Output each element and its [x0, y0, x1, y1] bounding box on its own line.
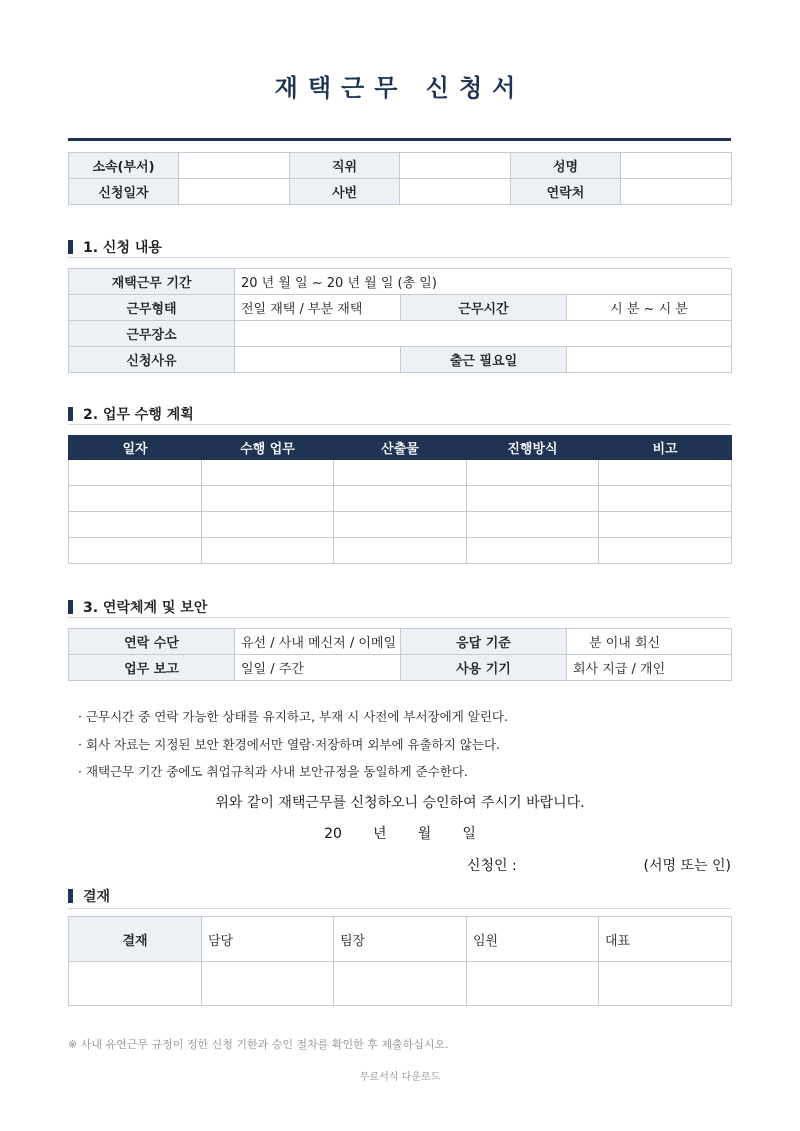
reason-field[interactable]: [235, 347, 401, 373]
name-label: 성명: [511, 153, 621, 179]
response-standard-label: 응답 기준: [401, 629, 567, 655]
work-report-field[interactable]: 일일 / 주간: [235, 655, 401, 681]
table-cell[interactable]: [334, 460, 467, 486]
table-cell[interactable]: [467, 486, 599, 512]
work-hours-field[interactable]: 시 분 ~ 시 분: [567, 295, 732, 321]
work-type-field[interactable]: 전일 재택 / 부분 재택: [235, 295, 401, 321]
title-divider: [68, 138, 731, 141]
table-cell[interactable]: [69, 512, 202, 538]
contact-field[interactable]: [621, 179, 732, 205]
work-place-field[interactable]: [235, 321, 732, 347]
approval-title: 결재: [83, 889, 111, 905]
contact-method-field[interactable]: 유선 / 사내 메신저 / 이메일: [235, 629, 401, 655]
column-header-remarks: 비고: [599, 436, 732, 460]
department-label: 소속(부서): [69, 153, 179, 179]
document-title: 재택근무 신청서: [274, 74, 526, 102]
device-label: 사용 기기: [401, 655, 567, 681]
section-1-heading: [68, 237, 731, 258]
approver-team-lead: 팀장: [334, 917, 467, 962]
signature-cell[interactable]: [202, 962, 334, 1006]
period-field[interactable]: 20 년 월 일 ~ 20 년 월 일 (총 일): [235, 269, 732, 295]
table-cell[interactable]: [69, 538, 202, 564]
list-item: · 근무시간 중 연락 가능한 상태를 유지하고, 부재 시 사전에 부서장에게 알린다.: [78, 709, 508, 724]
table-cell[interactable]: [467, 538, 599, 564]
list-item: · 회사 자료는 지정된 보안 환경에서만 열람·저장하며 외부에 유출하지 않는다.: [78, 736, 501, 752]
table-cell[interactable]: [334, 512, 467, 538]
applicant-info-table: [68, 152, 732, 205]
section-marker: [68, 407, 73, 421]
signature-cell[interactable]: [467, 962, 599, 1006]
employee-id-label: 사번: [290, 179, 400, 205]
table-cell[interactable]: [467, 512, 599, 538]
approver-staff: 담당: [202, 917, 334, 962]
section-marker: [68, 600, 73, 614]
department-field[interactable]: [179, 153, 290, 179]
section-3-title: 3. 연락체계 및 보안: [83, 600, 208, 616]
rules-list: [78, 706, 508, 789]
download-link[interactable]: 무료서식 다운로드: [359, 1072, 441, 1083]
work-plan-table: [68, 435, 732, 564]
contact-label: 연락처: [511, 179, 621, 205]
position-field[interactable]: [400, 153, 511, 179]
table-cell[interactable]: [334, 486, 467, 512]
table-cell[interactable]: [202, 486, 334, 512]
office-day-label: 출근 필요일: [401, 347, 567, 373]
application-date-field[interactable]: [179, 179, 290, 205]
signature-label[interactable]: (서명 또는 인): [643, 858, 731, 874]
table-cell[interactable]: [599, 460, 732, 486]
approver-executive: 임원: [467, 917, 599, 962]
column-header-task: 수행 업무: [202, 436, 334, 460]
approval-table: [68, 916, 732, 1006]
communication-table: [68, 628, 732, 681]
reason-label: 신청사유: [69, 347, 235, 373]
response-standard-field[interactable]: 분 이내 회신: [567, 629, 732, 655]
footer-note: ※ 사내 유연근무 규정이 정한 신청 기한과 승인 절차를 확인한 후 제출하십시오.: [68, 1038, 449, 1051]
table-cell[interactable]: [599, 486, 732, 512]
table-cell[interactable]: [599, 512, 732, 538]
table-row: [69, 486, 732, 512]
section-1-title: 1. 신청 내용: [83, 240, 162, 256]
section-marker: [68, 240, 73, 254]
section-2-heading: [68, 404, 731, 425]
application-date-label: 신청일자: [69, 179, 179, 205]
table-cell[interactable]: [69, 460, 202, 486]
section-2-title: 2. 업무 수행 계획: [83, 407, 194, 423]
approval-row-label: 결재: [69, 917, 202, 962]
table-cell[interactable]: [202, 460, 334, 486]
signature-cell[interactable]: [334, 962, 467, 1006]
section-3-heading: [68, 597, 731, 618]
list-item: · 재택근무 기간 중에도 취업규칙과 사내 보안규정을 동일하게 준수한다.: [78, 764, 468, 779]
signature-cell[interactable]: [599, 962, 732, 1006]
position-label: 직위: [290, 153, 400, 179]
column-header-date: 일자: [69, 436, 202, 460]
employee-id-field[interactable]: [400, 179, 511, 205]
table-row: [69, 460, 732, 486]
approval-heading: [68, 886, 731, 906]
section-marker: [68, 889, 73, 903]
signature-cell[interactable]: [69, 962, 202, 1006]
contact-method-label: 연락 수단: [69, 629, 235, 655]
table-cell[interactable]: [334, 538, 467, 564]
period-label: 재택근무 기간: [69, 269, 235, 295]
table-cell[interactable]: [202, 512, 334, 538]
declaration-text: 위와 같이 재택근무를 신청하오니 승인하여 주시기 바랍니다.: [215, 795, 585, 811]
table-row: [69, 512, 732, 538]
column-header-deliverable: 산출물: [334, 436, 467, 460]
table-cell[interactable]: [69, 486, 202, 512]
approver-ceo: 대표: [599, 917, 732, 962]
table-row: [69, 538, 732, 564]
work-type-label: 근무형태: [69, 295, 235, 321]
table-cell[interactable]: [202, 538, 334, 564]
approval-divider: [68, 908, 731, 909]
work-hours-label: 근무시간: [401, 295, 567, 321]
name-field[interactable]: [621, 153, 732, 179]
device-field[interactable]: 회사 지급 / 개인: [567, 655, 732, 681]
table-cell[interactable]: [599, 538, 732, 564]
work-place-label: 근무장소: [69, 321, 235, 347]
date-line: 20 년 월 일: [324, 826, 476, 842]
table-cell[interactable]: [467, 460, 599, 486]
office-day-field[interactable]: [567, 347, 732, 373]
column-header-method: 진행방식: [467, 436, 599, 460]
applicant-label: 신청인 :: [467, 858, 517, 874]
request-details-table: [68, 268, 732, 373]
work-report-label: 업무 보고: [69, 655, 235, 681]
